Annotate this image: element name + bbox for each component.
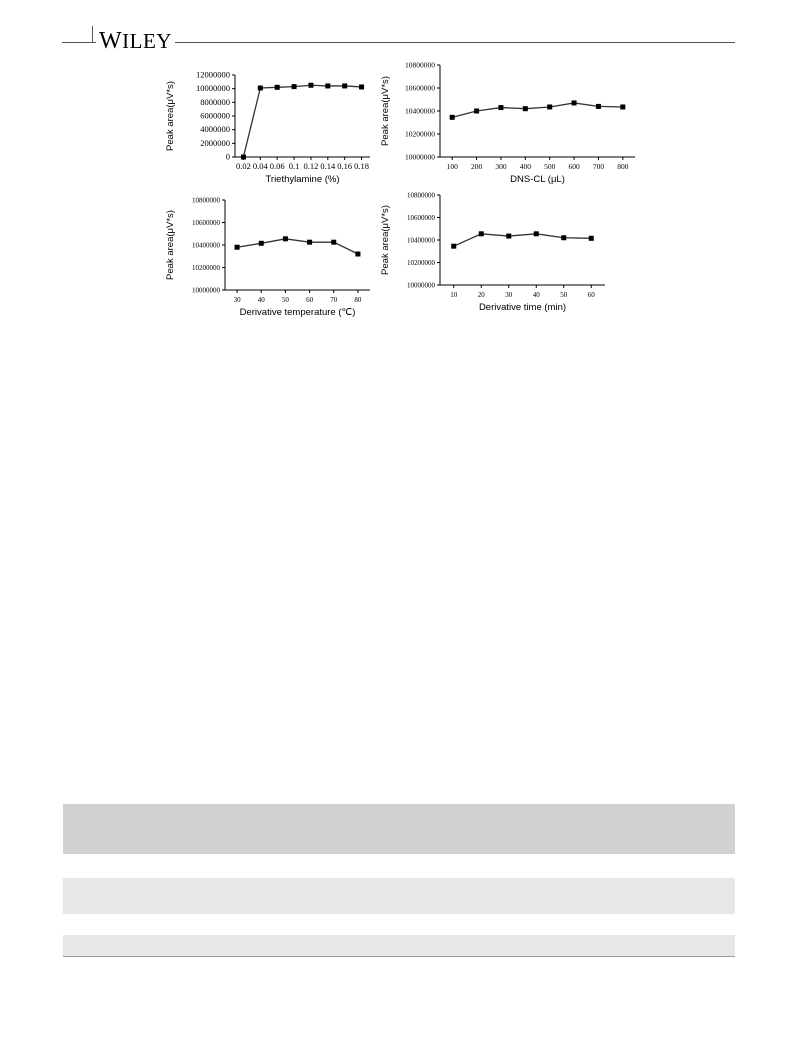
y-axis-title: Peak area(μV*s) — [165, 81, 176, 151]
x-tick-label: 800 — [617, 162, 629, 171]
y-tick-label: 10800000 — [405, 60, 435, 70]
x-tick-label: 0.18 — [354, 161, 369, 171]
data-point — [331, 240, 336, 245]
x-tick-label: 60 — [306, 296, 314, 304]
x-tick-label: 0.14 — [320, 161, 336, 171]
x-tick-label: 10 — [450, 291, 458, 299]
series-line — [454, 234, 592, 246]
data-point — [325, 83, 330, 88]
x-axis-title: Derivative time (min) — [478, 302, 567, 313]
data-point — [292, 84, 297, 89]
publisher-logo — [96, 28, 175, 54]
y-tick-label: 10000000 — [405, 152, 435, 162]
y-tick-label: 10600000 — [405, 83, 435, 93]
data-point — [450, 115, 455, 120]
chart-derivative-time — [375, 185, 635, 315]
data-point — [547, 104, 552, 109]
x-tick-label: 40 — [532, 291, 540, 299]
x-tick-label: 30 — [505, 291, 513, 299]
x-tick-label: 0.04 — [252, 161, 268, 171]
x-tick-label: 400 — [519, 162, 531, 171]
y-tick-label: 10000000 — [196, 83, 230, 94]
y-tick-label: 10200000 — [405, 129, 435, 139]
data-point — [308, 83, 313, 88]
data-point — [258, 85, 263, 90]
y-axis-title: Peak area(μV*s) — [165, 210, 176, 280]
data-point — [474, 109, 479, 114]
data-point — [451, 244, 456, 249]
x-tick-label: 500 — [544, 162, 556, 171]
y-tick-label: 6000000 — [200, 110, 230, 121]
y-tick-label: 10600000 — [192, 219, 220, 227]
data-point — [479, 231, 484, 236]
y-tick-label: 10800000 — [192, 196, 220, 205]
table-header-band — [63, 804, 735, 854]
y-tick-label: 2000000 — [200, 137, 230, 148]
x-tick-label: 70 — [330, 296, 338, 304]
y-tick-label: 4000000 — [200, 124, 230, 135]
x-tick-label: 0.02 — [236, 161, 251, 171]
data-point — [355, 252, 360, 257]
x-tick-label: 0.12 — [303, 161, 319, 171]
x-axis-title: Triethylamine (%) — [265, 174, 340, 185]
y-tick-label: 0 — [225, 151, 230, 162]
x-tick-label: 60 — [587, 291, 595, 299]
x-tick-label: 300 — [495, 162, 507, 171]
x-tick-label: 600 — [568, 162, 580, 171]
data-point — [307, 240, 312, 245]
chart-dns-cl — [375, 55, 635, 190]
chart-triethylamine — [160, 60, 380, 190]
y-tick-label: 10200000 — [407, 259, 435, 267]
data-point — [534, 231, 539, 236]
data-point — [359, 84, 364, 89]
x-tick-label: 80 — [354, 296, 362, 304]
table-bottom-rule — [63, 956, 735, 957]
data-point — [523, 106, 528, 111]
data-point — [596, 104, 601, 109]
x-axis-title: Derivative temperature (℃) — [239, 307, 356, 318]
data-point — [241, 155, 246, 160]
data-point — [259, 241, 264, 246]
x-axis-title: DNS-CL (μL) — [510, 174, 565, 185]
data-point — [572, 100, 577, 105]
x-tick-label: 50 — [281, 296, 289, 304]
x-tick-label: 50 — [560, 291, 568, 299]
table-row — [63, 878, 735, 914]
data-point — [506, 234, 511, 239]
y-tick-label: 10800000 — [407, 191, 435, 200]
x-tick-label: 20 — [477, 291, 485, 299]
y-tick-label: 12000000 — [196, 69, 230, 80]
data-point — [283, 236, 288, 241]
x-tick-label: 700 — [592, 162, 605, 171]
y-axis-title: Peak area(μV*s) — [380, 205, 391, 275]
x-tick-label: 0.06 — [269, 161, 285, 171]
data-point — [498, 105, 503, 110]
header-tick-mark — [92, 26, 93, 43]
y-tick-label: 10000000 — [192, 286, 220, 295]
y-tick-label: 10400000 — [407, 236, 435, 245]
x-tick-label: 200 — [470, 162, 483, 171]
series-line — [243, 85, 361, 157]
data-point — [275, 85, 280, 90]
chart-derivative-temperature — [160, 190, 380, 318]
publisher-name: WILEY — [99, 28, 172, 54]
data-point — [620, 104, 625, 109]
data-point — [561, 235, 566, 240]
data-point — [342, 83, 347, 88]
x-tick-label: 100 — [446, 162, 458, 171]
y-tick-label: 10000000 — [407, 281, 435, 290]
y-axis-title: Peak area(μV*s) — [380, 76, 391, 146]
data-point — [589, 236, 594, 241]
y-tick-label: 10600000 — [407, 214, 435, 222]
y-tick-label: 10200000 — [192, 264, 220, 272]
data-point — [235, 245, 240, 250]
x-tick-label: 0.16 — [337, 161, 353, 171]
series-line — [237, 239, 358, 254]
y-tick-label: 8000000 — [200, 96, 230, 107]
x-tick-label: 30 — [233, 296, 241, 304]
y-tick-label: 10400000 — [405, 106, 435, 116]
x-tick-label: 40 — [257, 296, 265, 304]
table-row — [63, 935, 735, 956]
x-tick-label: 0.1 — [288, 161, 300, 171]
y-tick-label: 10400000 — [192, 241, 220, 250]
